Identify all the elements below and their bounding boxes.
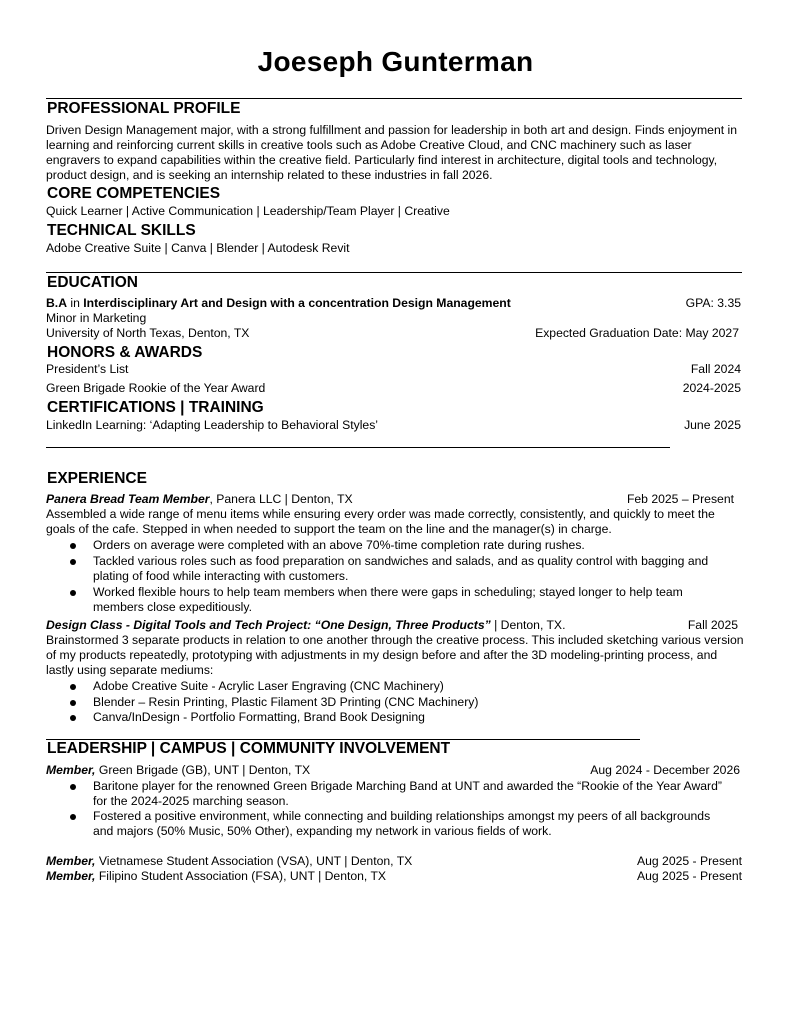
job-date: Feb 2025 – Present	[626, 492, 734, 506]
school: University of North Texas, Denton, TX	[46, 326, 250, 340]
education-minor-row	[46, 311, 741, 326]
bullet-icon	[70, 700, 76, 706]
experience-heading: EXPERIENCE	[47, 470, 147, 487]
job-bullet: Worked flexible hours to help team members when there were gaps in scheduling; stayed longer to help team members close expeditiously.	[93, 585, 683, 614]
involvement-bullet: Baritone player for the renowned Green Brigade Marching Band at UNT and awarded the “Rookie of the Year Award” for the 2024-2025 marching season.	[93, 779, 722, 808]
honor-row	[46, 381, 741, 396]
honor-date: 2024-2025	[682, 381, 741, 395]
involvement-row	[46, 854, 742, 869]
education-heading: EDUCATION	[47, 274, 138, 291]
job-bullet: Tackled various roles such as food preparation on sandwiches and salads, and as quality control with bagging and plating of food while interacting with customers.	[93, 554, 709, 583]
involvement-bullet: Fostered a positive environment, while connecting and building relationships amongst my peers of all backgrounds and majors (50% Music, 50% Other), expanding my network in various fields of work.	[93, 809, 711, 838]
gpa: GPA: 3.35	[685, 296, 741, 310]
job-description: Assembled a wide range of menu items while ensuring every order was made correctly, consistently, and quickly to meet the goals of the cafe. Stepped in when needed to support the team on the line and the manager(s) in charge.	[46, 507, 715, 536]
education-school-row	[46, 326, 739, 341]
graduation-date: Expected Graduation Date: May 2027	[535, 326, 739, 340]
honor-date: Fall 2024	[690, 362, 741, 376]
profile-heading: PROFESSIONAL PROFILE	[47, 100, 241, 117]
certification-date: June 2025	[684, 418, 741, 432]
involvement-row	[46, 869, 742, 884]
minor: Minor in Marketing	[46, 311, 147, 325]
bullet-icon	[70, 559, 76, 565]
job-bullet: Adobe Creative Suite - Acrylic Laser Engraving (CNC Machinery)	[93, 679, 444, 693]
honor-row	[46, 362, 741, 377]
involvement-date: Aug 2024 - December 2026	[590, 763, 740, 777]
leadership-heading: LEADERSHIP | CAMPUS | COMMUNITY INVOLVEMENT	[47, 740, 451, 757]
job-header-row	[46, 492, 734, 507]
skills-heading: TECHNICAL SKILLS	[47, 222, 196, 239]
certification-row	[46, 418, 741, 433]
certifications-heading: CERTIFICATIONS | TRAINING	[47, 399, 264, 416]
competencies-heading: CORE COMPETENCIES	[47, 185, 221, 202]
job-description: Brainstormed 3 separate products in relation to one another through the creative process. This included sketching various version of my products repeatedly, prototyping with adjustments in my design before and after the 3D modeling-printing process, and lastly using separate mediums:	[46, 633, 744, 677]
involvement-title: Member, Filipino Student Association (FSA), UNT | Denton, TX	[46, 869, 387, 883]
bullet-icon	[70, 590, 76, 596]
honor-title: Green Brigade Rookie of the Year Award	[46, 381, 266, 395]
job-bullet: Canva/InDesign - Portfolio Formatting, Brand Book Designing	[93, 710, 425, 724]
job-bullet: Orders on average were completed with an above 70%-time completion rate during rushes.	[93, 538, 585, 552]
degree: B.A in Interdisciplinary Art and Design with a concentration Design Management	[46, 296, 511, 310]
bullet-icon	[70, 814, 76, 820]
skills-text: Adobe Creative Suite | Canva | Blender | Autodesk Revit	[46, 241, 350, 255]
profile-text: Driven Design Management major, with a strong fulfillment and passion for leadership in both art and design. Finds enjoyment in learning and reinforcing current skills in creative tools such as Adobe Creative Cloud, and CNC machinery such as laser engravers to expand capabilities within the creative field. Particularly find interest in architecture, digital tools and technology, product design, and is seeking an internship related to these industries in fall 2026.	[46, 123, 737, 182]
bullet-icon	[70, 784, 76, 790]
job-title: Panera Bread Team Member, Panera LLC | Denton, TX	[46, 492, 353, 506]
involvement-date: Aug 2025 - Present	[636, 869, 742, 883]
certification-title: LinkedIn Learning: ‘Adapting Leadership to Behavioral Styles’	[46, 418, 378, 432]
job-title: Design Class - Digital Tools and Tech Project: “One Design, Three Products” | Denton, TX.	[46, 618, 566, 632]
education-degree-row	[46, 296, 741, 311]
job-header-row	[46, 618, 738, 633]
competencies-text: Quick Learner | Active Communication | Leadership/Team Player | Creative	[46, 204, 450, 218]
involvement-title: Member, Green Brigade (GB), UNT | Denton, TX	[46, 763, 311, 777]
involvement-row	[46, 763, 740, 778]
honors-heading: HONORS & AWARDS	[47, 344, 203, 361]
divider	[46, 272, 742, 273]
bullet-icon	[70, 715, 76, 721]
bullet-icon	[70, 684, 76, 690]
involvement-date: Aug 2025 - Present	[636, 854, 742, 868]
honor-title: President’s List	[46, 362, 129, 376]
job-bullet: Blender – Resin Printing, Plastic Filament 3D Printing (CNC Machinery)	[93, 695, 479, 709]
resume-name: Joeseph Gunterman	[257, 46, 534, 77]
job-date: Fall 2025	[687, 618, 738, 632]
involvement-title: Member, Vietnamese Student Association (VSA), UNT | Denton, TX	[46, 854, 413, 868]
divider	[46, 98, 742, 99]
bullet-icon	[70, 543, 76, 549]
divider	[46, 447, 670, 448]
